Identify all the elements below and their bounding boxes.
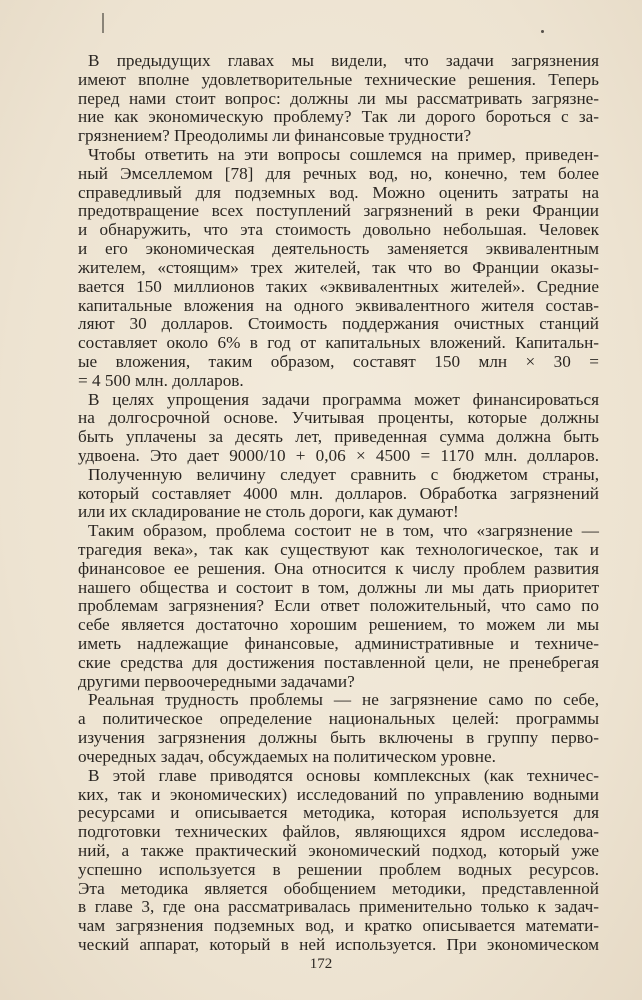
text-line: и его экономическая деятельность заменяется эквивалентным (78, 239, 599, 258)
text-line: ный Эмселлемом [78] для речных вод, но, конечно, тем более (78, 164, 599, 183)
text-line: ческий аппарат, который в ней используется. При экономическом (78, 935, 599, 954)
text-line: имеют вполне удовлетворительные технические решения. Теперь (78, 70, 599, 89)
text-line: справедливый для подземных вод. Можно оценить затраты на (78, 183, 599, 202)
text-line: Реальная трудность проблемы — не загрязнение само по себе, (88, 690, 599, 709)
text-line: и обнаружить, что эта стоимость довольно небольшая. Человек (78, 220, 599, 239)
text-line: перед нами стоит вопрос: должны ли мы рассматривать загрязне- (78, 89, 599, 108)
text-line: ляют 30 долларов. Стоимость поддержания очистных станций (78, 314, 599, 333)
text-line: быть уплачены за десять лет, приведенная сумма должна быть (78, 427, 599, 446)
text-line: В целях упрощения задачи программа может финансироваться (88, 390, 599, 409)
text-line: В этой главе приводятся основы комплексных (как техничес- (88, 766, 599, 785)
text-line: или их складирование не столь дороги, как думают! (78, 502, 459, 521)
text-line: капитальные вложения на одного эквивалентного жителя состав- (78, 296, 599, 315)
text-line: грязнением? Преодолимы ли финансовые трудности? (78, 126, 472, 145)
text-line: ний, а также практический экономический подход, который уже (78, 841, 599, 860)
text-line: Чтобы ответить на эти вопросы сошлемся на пример, приведен- (88, 145, 599, 164)
text-line: а политическое определение национальных целей: программы (78, 709, 599, 728)
text-line: ких, так и экономических) исследований по управлению водными (78, 785, 599, 804)
page-number: 172 (309, 956, 333, 972)
text-line: который составляет 4000 млн. долларов. Обработка загрязнений (78, 484, 599, 503)
text-line: Таким образом, проблема состоит не в том, что «загрязнение — (88, 521, 599, 540)
text-line: Полученную величину следует сравнить с бюджетом страны, (88, 465, 599, 484)
text-line: ние как экономическую проблему? Так ли дорого бороться с за- (78, 107, 599, 126)
text-line: ские средства для достижения поставленной цели, не пренебрегая (78, 653, 599, 672)
text-line: Эта методика является обобщением методики, представленной (78, 879, 599, 898)
text-line: удвоена. Это дает 9000/10 + 0,06 × 4500 = 1170 млн. долларов. (78, 446, 599, 465)
text-line: подготовки технических файлов, являющихся ядром исследова- (78, 822, 599, 841)
text-line: очередных задач, обсуждаемых на политическом уровне. (78, 747, 496, 766)
margin-mark (102, 13, 104, 33)
ink-dot (541, 30, 544, 33)
text-line: в главе 3, где она рассматривалась применительно только к задач- (78, 897, 599, 916)
text-line: другими первоочередными задачами? (78, 672, 355, 691)
text-line: себе является достаточно хорошим решением, то можем ли мы (78, 615, 599, 634)
text-line: нашего общества и состоит в том, должны ли мы дать приоритет (78, 578, 599, 597)
text-line: ресурсами и описывается методика, которая используется для (78, 803, 599, 822)
text-line: предотвращение всех поступлений загрязнений в реки Франции (78, 201, 599, 220)
text-line: составляет около 6% в год от капитальных вложений. Капитальн- (78, 333, 599, 352)
text-line: проблемам загрязнения? Если ответ положительный, что само по (78, 596, 599, 615)
text-line: чам загрязнения подземных вод, и кратко описывается математи- (78, 916, 599, 935)
text-line: жителем, «стоящим» трех жителей, так что во Франции оказы- (78, 258, 599, 277)
text-line: вается 150 миллионов таких «эквивалентных жителей». Средние (78, 277, 599, 296)
text-line: финансовое ее решения. Она относится к числу проблем развития (78, 559, 599, 578)
text-line: = 4 500 млн. долларов. (78, 371, 244, 390)
text-line: на долгосрочной основе. Учитывая проценты, которые должны (78, 408, 599, 427)
text-line: успешно используется в решении проблем водных ресурсов. (78, 860, 599, 879)
text-line: изучения загрязнения должны быть включены в группу перво- (78, 728, 599, 747)
text-line: иметь надлежащие финансовые, административные и техниче- (78, 634, 599, 653)
text-line: ые вложения, таким образом, составят 150 млн × 30 = (78, 352, 599, 371)
text-line: трагедия века», так как существуют как технологическое, так и (78, 540, 599, 559)
text-line: В предыдущих главах мы видели, что задачи загрязнения (88, 51, 599, 70)
